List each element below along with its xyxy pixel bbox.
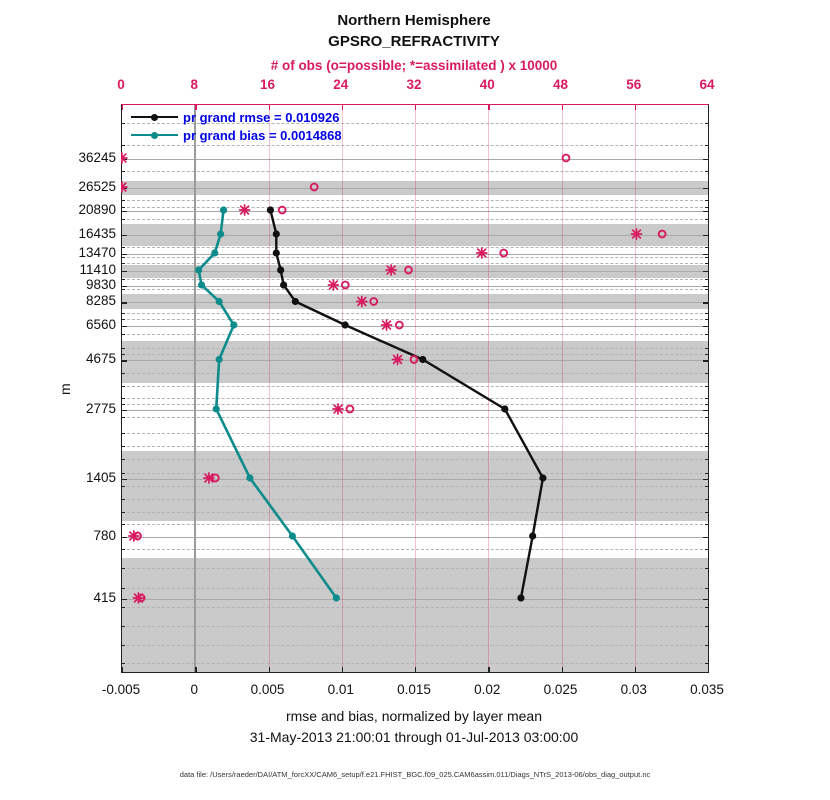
top-axis-tick-label: 8 [190, 77, 198, 92]
x-axis-label: rmse and bias, normalized by layer mean [285, 708, 542, 724]
assimilated-obs-marker [386, 265, 396, 275]
data-file-path: data file: /Users/raeder/DAI/ATM_forcXX/CAM6_setup/f.e21.FHIST_BGC.f09_025.CAM6assim.011/Diags_NTrS_2013-06/obs_diag_output.nc [179, 770, 651, 779]
bias-point [216, 356, 223, 363]
possible-obs-marker [500, 250, 507, 257]
left-axis-tick-label: 415 [93, 589, 116, 605]
left-axis-tick-label: 13470 [78, 245, 116, 260]
rmse-point [419, 356, 426, 363]
rmse-point [539, 474, 546, 481]
chart-subtitle: GPSRO_REFRACTIVITY [328, 33, 500, 50]
bottom-axis-tick-label: 0.015 [397, 682, 431, 697]
assimilated-obs-marker [121, 153, 127, 163]
assimilated-obs-marker [328, 280, 338, 290]
possible-obs-marker [396, 322, 403, 329]
rmse-point [342, 321, 349, 328]
left-axis-tick-label: 26525 [78, 179, 116, 194]
bias-line [199, 210, 337, 598]
possible-obs-marker [279, 207, 286, 214]
bottom-axis-tick-label: 0.02 [474, 682, 501, 697]
rmse-point [273, 230, 280, 237]
rmse-point [267, 206, 274, 213]
possible-obs-marker [342, 282, 349, 289]
possible-obs-marker [347, 406, 354, 413]
bias-point [289, 532, 296, 539]
date-range-label: 31-May-2013 21:00:01 through 01-Jul-2013 03:00:00 [249, 729, 579, 745]
bias-point [198, 281, 205, 288]
left-axis-tick-label: 11410 [79, 262, 116, 278]
bias-point [216, 298, 223, 305]
bottom-axis-tick-label: -0.005 [101, 682, 141, 697]
left-axis-tick-label: 8285 [85, 293, 116, 309]
left-axis-tick-label: 20890 [78, 202, 116, 218]
possible-obs-marker [563, 155, 570, 162]
bottom-axis-tick-label: 0.025 [543, 682, 578, 697]
rmse-point [529, 532, 536, 539]
left-axis-tick-label: 4675 [85, 351, 116, 367]
assimilated-obs-marker [393, 354, 403, 364]
bottom-axis-tick-label: 0.035 [690, 682, 724, 697]
possible-obs-marker [411, 356, 418, 363]
assimilated-obs-marker [477, 248, 487, 258]
bottom-axis-tick-label: 0.03 [620, 682, 647, 697]
rmse-point [501, 405, 508, 412]
bias-point [211, 249, 218, 256]
assimilated-obs-marker [240, 205, 250, 215]
top-axis-tick-label: 16 [259, 77, 276, 92]
top-axis-tick-label: 24 [333, 77, 349, 92]
rmse-point [273, 249, 280, 256]
bottom-axis-tick-label: 0 [190, 682, 198, 697]
legend-bias-marker [151, 132, 158, 139]
rmse-point [517, 594, 524, 601]
top-axis-tick-label: 56 [626, 77, 642, 92]
assimilated-obs-marker [382, 320, 392, 330]
left-axis-tick-label: 16435 [78, 226, 116, 241]
bias-point [217, 230, 224, 237]
possible-obs-marker [311, 184, 318, 191]
left-axis-tick-label: 9830 [85, 276, 116, 292]
left-axis-tick-label: 6560 [85, 317, 116, 333]
assimilated-obs-marker [357, 296, 367, 306]
bias-point [230, 321, 237, 328]
top-axis-tick-label: 40 [479, 77, 495, 92]
rmse-point [277, 266, 284, 273]
bottom-axis-tick-label: 0.01 [327, 682, 354, 697]
possible-obs-marker [405, 267, 412, 274]
y-axis-label: m [57, 383, 73, 395]
legend-rmse-marker [151, 114, 158, 121]
bias-point [333, 594, 340, 601]
bias-point [246, 474, 253, 481]
legend-bias-label: pr grand bias = 0.0014868 [183, 128, 342, 143]
top-axis-tick-label: 32 [406, 77, 422, 92]
obs-axis-title: # of obs (o=possible; *=assimilated ) x 10000 [270, 58, 558, 73]
bias-point [213, 405, 220, 412]
left-axis-tick-label: 780 [93, 527, 116, 543]
left-axis-tick-label: 2775 [85, 400, 116, 416]
rmse-point [280, 281, 287, 288]
left-axis-tick-label: 36245 [78, 149, 116, 165]
possible-obs-marker [659, 231, 666, 238]
bottom-axis-tick-label: 0.005 [250, 682, 285, 697]
bias-point [220, 206, 227, 213]
chart-canvas [121, 104, 707, 671]
assimilated-obs-marker [631, 229, 641, 239]
bias-point [195, 266, 202, 273]
chart-title: Northern Hemisphere [337, 12, 491, 29]
legend-rmse-label: pr grand rmse = 0.010926 [183, 110, 340, 125]
left-axis-tick-label: 1405 [85, 469, 116, 485]
top-axis-tick-label: 48 [552, 77, 569, 92]
top-axis-tick [708, 105, 709, 110]
bottom-axis-tick [708, 667, 709, 672]
assimilated-obs-marker [333, 404, 343, 414]
rmse-point [292, 298, 299, 305]
possible-obs-marker [370, 298, 377, 305]
top-axis-tick-label: 0 [117, 77, 125, 92]
top-axis-tick-label: 64 [699, 77, 715, 92]
assimilated-obs-marker [121, 182, 127, 192]
